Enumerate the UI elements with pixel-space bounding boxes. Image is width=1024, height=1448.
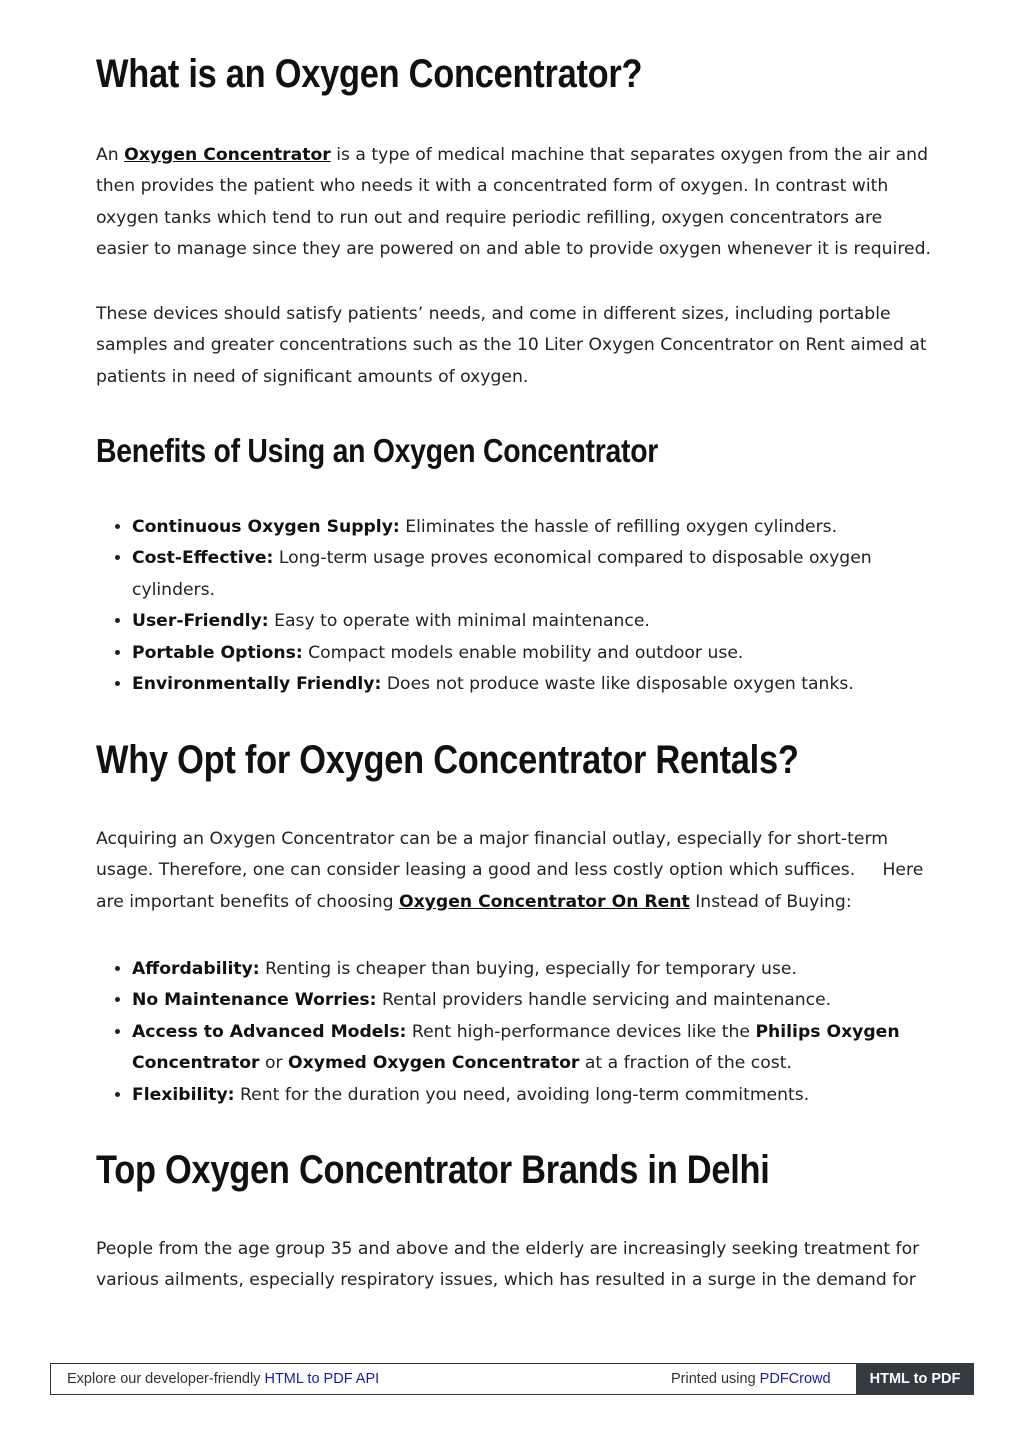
heading-benefits: Benefits of Using an Oxygen Concentrator	[96, 432, 659, 469]
heading-top-brands: Top Oxygen Concentrator Brands in Delhi	[96, 1148, 770, 1192]
paragraph-brands: People from the age group 35 and above and the elderly are increasingly seeking treatment for various ailments, especially respiratory issues, which has resulted in a surge in the demand for	[96, 1239, 920, 1291]
heading-why-rent: Why Opt for Oxygen Concentrator Rentals?	[96, 738, 799, 782]
html-to-pdf-api-link[interactable]: HTML to PDF API	[264, 1371, 380, 1387]
oxygen-concentrator-on-rent-link[interactable]: Oxygen Concentrator On Rent	[398, 891, 690, 912]
pdfcrowd-link[interactable]: PDFCrowd	[759, 1371, 831, 1387]
list-item: • Affordability: Renting is cheaper than buying, especially for temporary use.	[132, 954, 936, 985]
list-item: • User-Friendly: Easy to operate with minimal maintenance.	[132, 606, 936, 637]
list-item: • Portable Options: Compact models enable mobility and outdoor use.	[132, 638, 936, 669]
list-item: • Continuous Oxygen Supply: Eliminates the hassle of refilling oxygen cylinders.	[132, 512, 936, 543]
pdfcrowd-footer	[50, 1363, 974, 1395]
paragraph-intro: An Oxygen Concentrator is a type of medical machine that separates oxygen from the air and then provides the patient who needs it with a concentrated form of oxygen. In contrast with oxygen tanks which tend to run out and require periodic refilling, oxygen concentrators are easier to manage since they are powered on and able to provide oxygen whenever it is required.	[96, 145, 931, 260]
list-item: • Flexibility: Rent for the duration you need, avoiding long-term commitments.	[132, 1080, 936, 1111]
paragraph-rentals: Acquiring an Oxygen Concentrator can be a major financial outlay, especially for short-term usage. Therefore, one can consider leasing a good and less costly option which suffices. Here are important benefits of choosing Oxygen Concentrator On Rent Instead of Buying:	[96, 829, 929, 912]
heading-what-is: What is an Oxygen Concentrator?	[96, 52, 643, 96]
list-item: • Environmentally Friendly: Does not produce waste like disposable oxygen tanks.	[132, 669, 936, 700]
oxygen-concentrator-link[interactable]: Oxygen Concentrator	[124, 145, 331, 165]
benefits-list	[96, 512, 936, 700]
list-item: • Cost-Effective: Long-term usage proves economical compared to disposable oxygen cylinders.	[132, 543, 936, 606]
footer-middle: Printed using PDFCrowd	[671, 1371, 831, 1387]
list-item: • No Maintenance Worries: Rental providers handle servicing and maintenance.	[132, 985, 936, 1016]
rental-benefits-list	[96, 954, 936, 1111]
paragraph-sizes: These devices should satisfy patients’ needs, and come in different sizes, including portable samples and greater concentrations such as the 10 Liter Oxygen Concentrator on Rent aimed at patients in need of significant amounts of oxygen.	[96, 304, 927, 387]
html-to-pdf-button[interactable]: HTML to PDF	[856, 1363, 974, 1395]
list-item: • Access to Advanced Models: Rent high-performance devices like the Philips Oxygen Concentrator or Oxymed Oxygen Concentrator at a fraction of the cost.	[132, 1017, 936, 1080]
footer-left: Explore our developer-friendly HTML to PDF API	[67, 1371, 380, 1387]
